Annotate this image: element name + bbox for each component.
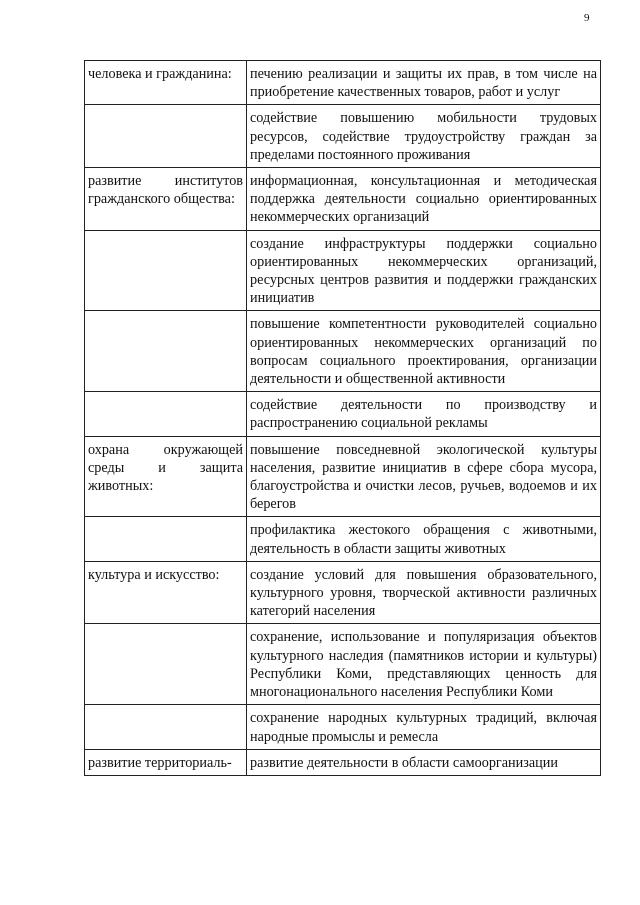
- category-cell: [85, 561, 247, 624]
- activity-text: создание инфраструктуры поддержки социально ориентированных некоммерческих организаций, ресурсных центров развития и поддержки гражданских инициатив: [250, 235, 597, 307]
- activity-text: содействие деятельности по производству и распространению социальной рекламы: [250, 397, 597, 432]
- activity-text: создание условий для повышения образовательного, культурного уровня, творческой активности различных категорий населения: [250, 566, 597, 620]
- page-number: 9: [584, 12, 590, 24]
- activity-text: сохранение, использование и популяризация объектов культурного наследия (памятников истории и культуры) Республики Коми, представляющих ценность для многонационального населения Республики Коми: [250, 629, 597, 701]
- category-cell: [85, 624, 247, 705]
- category-label: охрана окружающей среды и защита животных:: [88, 441, 243, 495]
- activity-text: повышение повседневной экологической культуры населения, развитие инициатив в сфере сбора мусора, благоустройства и очистки лесов, ручьев, водоемов и их берегов: [250, 441, 597, 513]
- activity-text: профилактика жестокого обращения с животными, деятельность в области защиты животных: [250, 522, 597, 557]
- activity-cell: [247, 230, 601, 311]
- activity-cell: [247, 61, 601, 105]
- table-row: [85, 749, 601, 775]
- activity-cell: [247, 311, 601, 392]
- category-cell: [85, 392, 247, 436]
- activity-text: повышение компетентности руководителей социально ориентированных некоммерческих организаций по вопросам социального проектирования, организации деятельности и общественной активности: [250, 316, 597, 388]
- table-row: [85, 168, 601, 231]
- category-cell: [85, 436, 247, 517]
- activity-cell: [247, 517, 601, 561]
- table-row: [85, 392, 601, 436]
- activity-cell: [247, 392, 601, 436]
- activity-cell: [247, 624, 601, 705]
- category-cell: [85, 311, 247, 392]
- activity-cell: [247, 749, 601, 775]
- table-row: [85, 561, 601, 624]
- activity-text: содействие повышению мобильности трудовых ресурсов, содействие трудоустройству граждан за пределами постоянного проживания: [250, 110, 597, 163]
- table-row: [85, 105, 601, 168]
- category-cell: [85, 230, 247, 311]
- activity-text: сохранение народных культурных традиций, включая народные промыслы и ремесла: [250, 710, 597, 745]
- category-label: человека и гражданина:: [88, 66, 232, 82]
- category-label: культура и искусство:: [88, 566, 220, 583]
- activity-cell: [247, 561, 601, 624]
- activity-text: печению реализации и защиты их прав, в том числе на приобретение качественных товаров, работ и услуг: [250, 66, 597, 101]
- category-cell: [85, 705, 247, 749]
- activity-cell: [247, 436, 601, 517]
- activity-cell: [247, 168, 601, 231]
- activity-cell: [247, 105, 601, 168]
- category-cell: [85, 749, 247, 775]
- category-label: развитие институтов гражданского общества:: [88, 173, 243, 208]
- table-row: [85, 311, 601, 392]
- category-cell: [85, 168, 247, 231]
- table-row: [85, 436, 601, 517]
- category-cell: [85, 61, 247, 105]
- activities-table: [84, 60, 601, 776]
- table-row: [85, 705, 601, 749]
- table-row: [85, 624, 601, 705]
- activity-text: развитие деятельности в области самоорганизации: [250, 754, 558, 771]
- activity-text: информационная, консультационная и методическая поддержка деятельности социально ориентированных некоммерческих организаций: [250, 173, 597, 226]
- category-label: развитие территориаль-: [88, 754, 232, 771]
- activity-cell: [247, 705, 601, 749]
- table-row: [85, 61, 601, 105]
- category-cell: [85, 517, 247, 561]
- category-cell: [85, 105, 247, 168]
- table-row: [85, 230, 601, 311]
- table-row: [85, 517, 601, 561]
